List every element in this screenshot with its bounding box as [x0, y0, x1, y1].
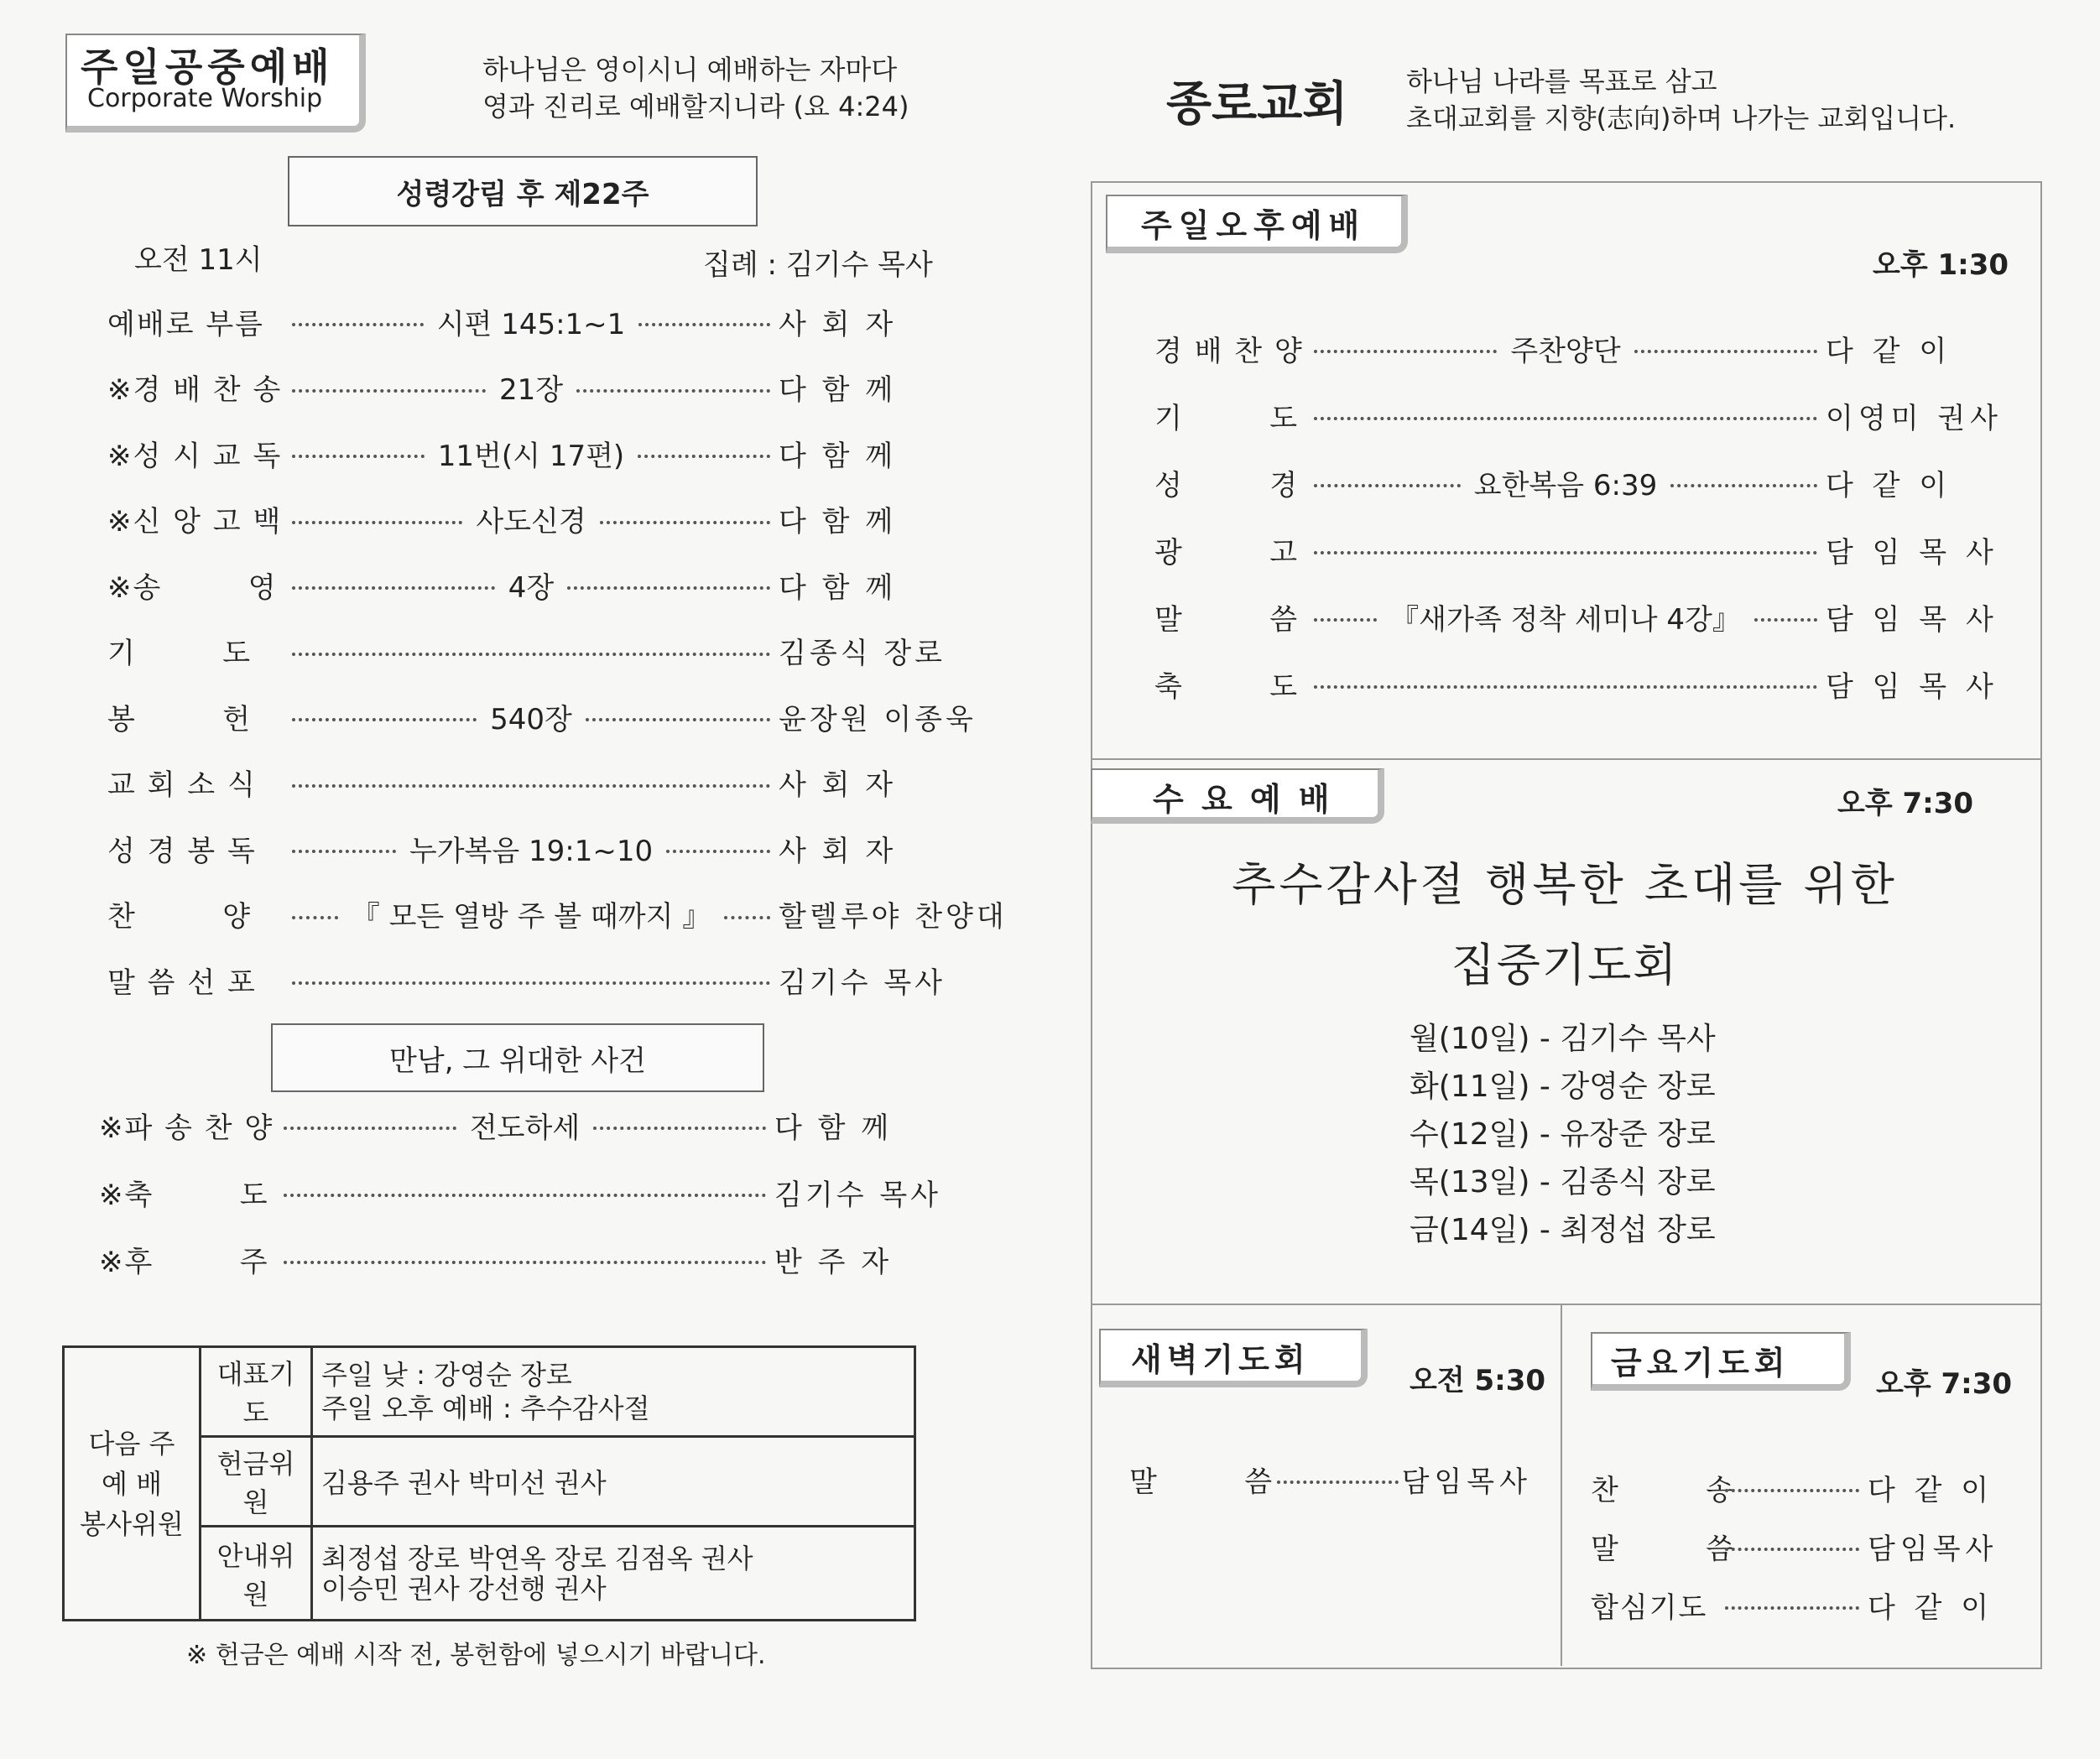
servants-group: 다음 주 예 배 봉사위원 [64, 1347, 201, 1621]
dot-leader [724, 916, 770, 919]
servant-names: 김용주 권사 박미선 권사 [312, 1437, 915, 1527]
order-item: 전도하세 [469, 1111, 581, 1145]
order-item: 11번(시 17편) [437, 439, 625, 473]
order-item: 540장 [490, 702, 572, 736]
order-row [107, 827, 946, 869]
order-row [107, 300, 946, 342]
order-person: 다 함 께 [779, 439, 897, 473]
order-label: 말 씀 [1154, 602, 1300, 637]
dawn-time: 오전 5:30 [1410, 1364, 1546, 1397]
order-label: ※경 배 찬 송 [107, 373, 283, 407]
order-row [1154, 528, 1998, 570]
motto-line-2: 초대교회를 지향(志向)하며 나가는 교회입니다. [1406, 102, 1957, 134]
order-row [1154, 461, 1993, 503]
dot-leader [1277, 1481, 1398, 1484]
order-item: 요한복음 6:39 [1473, 468, 1658, 502]
order-person: 이영미 권사 [1826, 401, 2004, 435]
dot-leader [292, 653, 770, 656]
order-item: 사도신경 [476, 505, 586, 539]
order-person: 김기수 목사 [774, 1178, 942, 1212]
order-row [99, 1238, 942, 1280]
order-row [107, 959, 946, 1001]
afternoon-title: 주일오후예배 [1141, 207, 1367, 244]
week-box [288, 156, 758, 226]
order-label: 찬 송 [1591, 1473, 1736, 1507]
order-right: 담임목사 [1401, 1465, 1532, 1499]
order-label: 경 배 찬 양 [1154, 334, 1304, 368]
sermon-title-box [271, 1023, 764, 1092]
dot-leader [292, 718, 477, 721]
divider-2 [1091, 1304, 2040, 1305]
order-person: 다 같 이 [1868, 1473, 1994, 1507]
afternoon-tab [1106, 195, 1408, 253]
order-label: ※송 영 [107, 570, 278, 605]
dawn-title: 새벽기도회 [1131, 1341, 1311, 1378]
order-person: 담 임 목 사 [1826, 669, 1998, 704]
dot-leader [638, 455, 770, 458]
worship-header-tab [65, 34, 366, 133]
order-person: 할렐루야 찬양대 [779, 900, 1008, 934]
order-person: 다 같 이 [1826, 334, 1952, 368]
order-row [1154, 663, 1998, 705]
order-label: 성 경 봉 독 [107, 834, 257, 868]
order-label: 말 씀 [1591, 1532, 1736, 1566]
dot-leader [1314, 350, 1497, 353]
order-label: 기 도 [1154, 401, 1300, 435]
order-row [99, 1104, 942, 1146]
servant-role: 대표기도 [201, 1347, 312, 1437]
order-person: 사 회 자 [779, 768, 897, 802]
dot-leader [1725, 1606, 1859, 1610]
order-person: 다 같 이 [1826, 468, 1952, 502]
dot-leader [1314, 484, 1461, 487]
order-label: 기 도 [107, 637, 253, 670]
friday-title: 금요기도회 [1611, 1345, 1790, 1382]
dot-leader [1634, 350, 1817, 353]
order-person: 윤장원 이종욱 [779, 702, 977, 736]
order-label: ※성 시 교 독 [107, 439, 283, 473]
order-item: 누가복음 19:1~10 [409, 834, 654, 868]
dot-leader [576, 389, 770, 393]
servant-names: 주일 낮 : 강영순 장로 주일 오후 예배 : 추수감사절 [312, 1347, 915, 1437]
order-person: 사 회 자 [779, 307, 897, 341]
worship-header-subtitle: Corporate Worship [87, 84, 323, 113]
order-item: 『 모든 열방 주 볼 때까지 』 [351, 900, 711, 934]
dot-leader [292, 850, 396, 853]
afternoon-time: 오후 1:30 [1873, 248, 2009, 282]
order-row [1591, 1584, 2002, 1626]
church-name: 종로교회 [1166, 77, 1348, 132]
order-label: 성 경 [1154, 468, 1300, 502]
order-person: 사 회 자 [779, 834, 897, 868]
order-row [107, 367, 946, 409]
dot-leader [292, 586, 495, 590]
order-row [99, 1171, 942, 1213]
dot-leader [292, 981, 770, 985]
wednesday-title: 수 요 예 배 [1153, 781, 1333, 818]
prayer-day-item: 월(10일) - 김기수 목사 [1410, 1022, 1716, 1056]
order-label: 말 씀 선 포 [107, 965, 257, 1000]
servant-role: 안내위원 [201, 1527, 312, 1621]
dot-leader [1314, 685, 1817, 689]
dot-leader [292, 784, 770, 788]
order-item: 주찬양단 [1510, 334, 1621, 368]
dawn-order-row [1129, 1458, 1532, 1500]
order-label: 합심기도 [1591, 1590, 1708, 1625]
dot-leader [292, 389, 486, 393]
dot-leader [1725, 1548, 1859, 1551]
presider: 집례 : 김기수 목사 [703, 248, 933, 282]
wednesday-time: 오후 7:30 [1837, 787, 1974, 820]
order-item: 시편 145:1~1 [436, 307, 626, 341]
order-row [1154, 327, 1993, 369]
order-row [107, 564, 946, 606]
dot-leader [666, 850, 770, 853]
verse-line-2: 영과 진리로 예배할지니라 (요 4:24) [482, 91, 909, 122]
order-person: 다 함 께 [779, 570, 897, 605]
servant-role: 헌금위원 [201, 1437, 312, 1527]
prayer-day-item: 금(14일) - 최정섭 장로 [1410, 1213, 1716, 1247]
offering-note: ※ 헌금은 예배 시작 전, 봉헌함에 넣으시기 바랍니다. [186, 1641, 766, 1670]
order-item: 21장 [498, 373, 564, 407]
worship-header-title: 주일공중예배 [81, 44, 335, 90]
dot-leader [593, 1127, 766, 1130]
order-person: 담 임 목 사 [1826, 535, 1998, 570]
order-label: 축 도 [1154, 669, 1300, 704]
order-row [107, 893, 1008, 935]
order-row [107, 630, 946, 672]
prayer-day-item: 수(12일) - 유장준 장로 [1410, 1117, 1716, 1152]
order-label: 교 회 소 식 [107, 768, 257, 802]
wednesday-tab [1091, 768, 1384, 824]
dot-leader [638, 323, 770, 326]
order-person: 다 같 이 [1868, 1590, 1994, 1625]
dot-leader [292, 323, 424, 326]
order-row [1591, 1525, 2002, 1567]
order-row [1591, 1466, 2002, 1508]
order-row [107, 498, 946, 540]
order-row [107, 695, 977, 737]
prayer-day-item: 화(11일) - 강영순 장로 [1410, 1069, 1716, 1104]
divider-1 [1091, 758, 2040, 760]
order-person: 다 함 께 [774, 1111, 893, 1145]
week-label: 성령강림 후 제22주 [396, 177, 649, 211]
verse-line-1: 하나님은 영이시니 예배하는 자마다 [482, 54, 898, 86]
divider-3 [1561, 1305, 1562, 1666]
order-person: 김종식 장로 [779, 637, 946, 670]
order-person: 담임목사 [1868, 1532, 1998, 1566]
order-label: 말 씀 [1129, 1465, 1274, 1499]
servants-table [62, 1345, 916, 1621]
dot-leader [1314, 618, 1377, 622]
friday-tab [1591, 1332, 1851, 1391]
dot-leader [284, 1194, 766, 1197]
dot-leader [284, 1127, 456, 1130]
order-person: 담 임 목 사 [1826, 602, 1998, 637]
servant-names: 최정섭 장로 박연옥 장로 김점옥 권사 이승민 권사 강선행 권사 [312, 1527, 915, 1621]
order-row [1154, 394, 2004, 436]
order-person: 김기수 목사 [779, 965, 946, 1000]
order-item: 『새가족 정착 세미나 4강』 [1390, 602, 1741, 637]
order-label: ※후 주 [99, 1245, 269, 1279]
dot-leader [1725, 1489, 1859, 1492]
dot-leader [1754, 618, 1817, 622]
order-label: ※신 앙 고 백 [107, 505, 283, 539]
dot-leader [586, 718, 770, 721]
order-label: 예배로 부름 [107, 307, 265, 341]
dot-leader [567, 586, 770, 590]
sermon-title: 만남, 그 위대한 사건 [389, 1043, 646, 1078]
dot-leader [600, 521, 770, 524]
order-row [1154, 596, 1998, 638]
order-label: 찬 양 [107, 900, 253, 934]
dot-leader [292, 521, 462, 524]
motto-line-1: 하나님 나라를 목표로 삼고 [1406, 65, 1717, 97]
order-person: 다 함 께 [779, 505, 897, 539]
order-person: 반 주 자 [774, 1245, 893, 1279]
prayer-day-item: 목(13일) - 김종식 장로 [1410, 1165, 1716, 1200]
dot-leader [1314, 551, 1817, 554]
wednesday-heading-2: 집중기도회 [1451, 939, 1679, 991]
order-label: ※파 송 찬 양 [99, 1111, 274, 1145]
dot-leader [292, 916, 338, 919]
wednesday-heading-1: 추수감사절 행복한 초대를 위한 [1232, 858, 1898, 911]
order-person: 다 함 께 [779, 373, 897, 407]
dot-leader [1670, 484, 1817, 487]
order-item: 4장 [508, 570, 555, 605]
order-label: 광 고 [1154, 535, 1300, 570]
dot-leader [292, 455, 425, 458]
order-row [107, 432, 946, 474]
dawn-tab [1099, 1329, 1368, 1387]
service-time: 오전 11시 [134, 243, 263, 277]
dot-leader [284, 1261, 766, 1264]
dot-leader [1314, 417, 1817, 420]
order-label: ※축 도 [99, 1178, 269, 1212]
order-label: 봉 헌 [107, 702, 253, 736]
friday-time: 오후 7:30 [1876, 1367, 2013, 1401]
order-row [107, 762, 946, 804]
